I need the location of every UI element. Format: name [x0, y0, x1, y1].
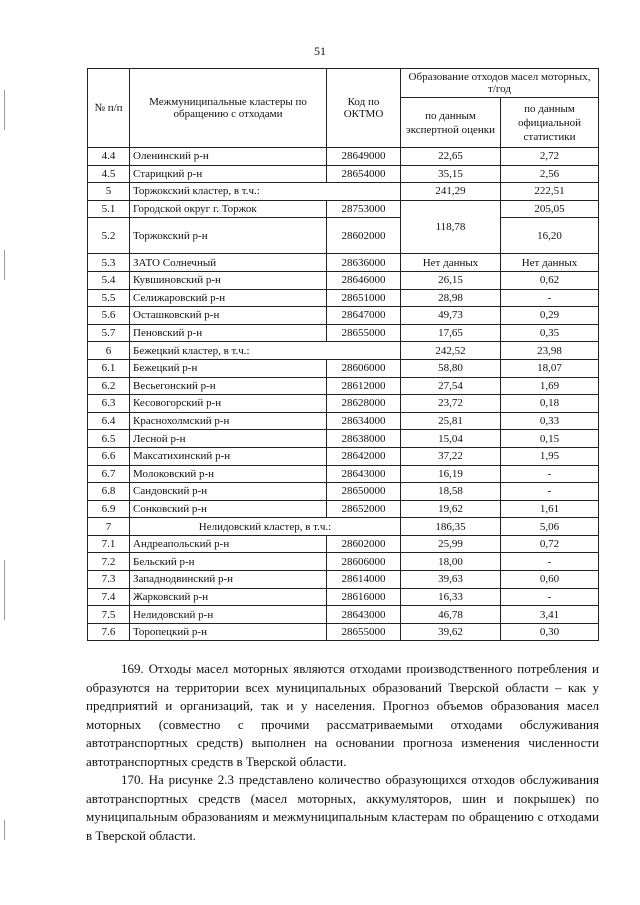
row-oktmo: 28643000: [327, 606, 401, 624]
paragraph-169: 169. Отходы масел моторных являются отходами производственного потребления и образуются на территории всех муниципальных образований Тверской области – как у предприятий и организаций, так и у населения. Прогноз объемов образования масел моторных (совместно с прочими рассматриваемыми отходами обслуживания автотранспортных средств) выполнен на основании прогноза изменения численности автотранспортных средств в Тверской области.: [86, 661, 599, 769]
row-oktmo: 28634000: [327, 412, 401, 430]
row-official: 1,95: [501, 447, 599, 465]
row-num: 7.3: [88, 571, 130, 589]
row-num: 5.2: [88, 218, 130, 254]
row-name: Бежецкий р-н: [130, 359, 327, 377]
row-official: -: [501, 289, 599, 307]
scan-edge-mark: [4, 250, 5, 280]
row-oktmo: 28652000: [327, 500, 401, 518]
row-num: 6.6: [88, 447, 130, 465]
row-oktmo: 28606000: [327, 553, 401, 571]
table-row: [88, 623, 599, 641]
table-row: [88, 254, 599, 272]
row-name: Лесной р-н: [130, 430, 327, 448]
row-official: 1,69: [501, 377, 599, 395]
table-row: [88, 289, 599, 307]
row-expert: 49,73: [401, 307, 501, 325]
row-official: 2,56: [501, 165, 599, 183]
row-num: 6.7: [88, 465, 130, 483]
table-row: [88, 606, 599, 624]
row-expert: 186,35: [401, 518, 501, 536]
row-name: Торжокский р-н: [130, 218, 327, 254]
row-name: Жарковский р-н: [130, 588, 327, 606]
scan-edge-mark: [4, 820, 5, 840]
table-row: [88, 200, 599, 218]
row-num: 6.9: [88, 500, 130, 518]
row-expert: 39,62: [401, 623, 501, 641]
row-oktmo: 28612000: [327, 377, 401, 395]
row-official: 222,51: [501, 183, 599, 201]
row-oktmo: 28638000: [327, 430, 401, 448]
row-name: Максатихинский р-н: [130, 447, 327, 465]
row-expert: Нет данных: [401, 254, 501, 272]
row-num: 6.1: [88, 359, 130, 377]
table-row: [88, 500, 599, 518]
row-num: 7.4: [88, 588, 130, 606]
row-expert: 242,52: [401, 342, 501, 360]
row-official: 18,07: [501, 359, 599, 377]
page-number: 51: [314, 44, 326, 58]
row-name: Весьегонский р-н: [130, 377, 327, 395]
row-expert: 18,58: [401, 483, 501, 501]
row-expert: 26,15: [401, 271, 501, 289]
row-num: 4.5: [88, 165, 130, 183]
row-official: 0,29: [501, 307, 599, 325]
row-num: 6.8: [88, 483, 130, 501]
table-row: [88, 377, 599, 395]
row-num: 7: [88, 518, 130, 536]
row-official: 0,60: [501, 571, 599, 589]
row-name: Оленинский р-н: [130, 148, 327, 166]
table-row: [88, 324, 599, 342]
row-name: Пеновский р-н: [130, 324, 327, 342]
row-name: Сандовский р-н: [130, 483, 327, 501]
row-expert: 19,62: [401, 500, 501, 518]
row-oktmo: 28753000: [327, 200, 401, 218]
row-name: Бежецкий кластер, в т.ч.:: [130, 342, 401, 360]
table-row-cluster: [88, 342, 599, 360]
row-name: Торжокский кластер, в т.ч.:: [130, 183, 401, 201]
row-num: 5.4: [88, 271, 130, 289]
paragraph-170: 170. На рисунке 2.3 представлено количество образующихся отходов обслуживания автотранспортных средств (масел моторных, аккумуляторов, шин и покрышек) по муниципальным образованиям и межмуниципальным кластерам по обращению с отходами в Тверской области.: [86, 772, 599, 843]
row-official: -: [501, 553, 599, 571]
row-name: Осташковский р-н: [130, 307, 327, 325]
row-num: 6.4: [88, 412, 130, 430]
row-expert: 22,65: [401, 148, 501, 166]
row-name: Молоковский р-н: [130, 465, 327, 483]
row-num: 6.3: [88, 395, 130, 413]
row-name: Нелидовский р-н: [130, 606, 327, 624]
row-official: 3,41: [501, 606, 599, 624]
row-name: Андреапольский р-н: [130, 535, 327, 553]
table-row: [88, 571, 599, 589]
row-name: Селижаровский р-н: [130, 289, 327, 307]
row-num: 6: [88, 342, 130, 360]
row-official: 23,98: [501, 342, 599, 360]
row-oktmo: 28650000: [327, 483, 401, 501]
row-official: 2,72: [501, 148, 599, 166]
row-expert: 17,65: [401, 324, 501, 342]
row-official: 5,06: [501, 518, 599, 536]
row-oktmo: 28643000: [327, 465, 401, 483]
table-row-cluster: [88, 183, 599, 201]
row-expert: 35,15: [401, 165, 501, 183]
row-expert: 25,99: [401, 535, 501, 553]
row-official: 0,72: [501, 535, 599, 553]
table-row: [88, 395, 599, 413]
table-row: [88, 307, 599, 325]
row-oktmo: 28642000: [327, 447, 401, 465]
header-formation: Образование отходов масел моторных, т/год: [401, 69, 599, 98]
row-official: 0,18: [501, 395, 599, 413]
table-row: [88, 465, 599, 483]
table-row-cluster: [88, 518, 599, 536]
row-name: Городской округ г. Торжок: [130, 200, 327, 218]
row-oktmo: 28636000: [327, 254, 401, 272]
row-oktmo: 28614000: [327, 571, 401, 589]
row-name: Кувшиновский р-н: [130, 271, 327, 289]
scan-edge-mark: [4, 560, 5, 620]
body-text: [86, 660, 599, 845]
row-num: 7.6: [88, 623, 130, 641]
row-official: 0,15: [501, 430, 599, 448]
row-name: ЗАТО Солнечный: [130, 254, 327, 272]
table-row: [88, 412, 599, 430]
row-expert: 15,04: [401, 430, 501, 448]
row-expert: 25,81: [401, 412, 501, 430]
row-name: Старицкий р-н: [130, 165, 327, 183]
row-name: Торопецкий р-н: [130, 623, 327, 641]
row-num: 5.7: [88, 324, 130, 342]
row-official: 1,61: [501, 500, 599, 518]
row-official: -: [501, 483, 599, 501]
table-row: [88, 588, 599, 606]
row-official: -: [501, 465, 599, 483]
row-expert: 58,80: [401, 359, 501, 377]
row-official: -: [501, 588, 599, 606]
row-num: 7.1: [88, 535, 130, 553]
row-official: 0,35: [501, 324, 599, 342]
oil-waste-table: [87, 68, 599, 641]
row-oktmo: 28651000: [327, 289, 401, 307]
table-row: [88, 359, 599, 377]
row-oktmo: 28646000: [327, 271, 401, 289]
row-expert: 18,00: [401, 553, 501, 571]
row-name: Западнодвинский р-н: [130, 571, 327, 589]
row-official: 0,30: [501, 623, 599, 641]
row-name: Краснохолмский р-н: [130, 412, 327, 430]
row-oktmo: 28647000: [327, 307, 401, 325]
row-oktmo: 28616000: [327, 588, 401, 606]
row-expert: 39,63: [401, 571, 501, 589]
row-expert: 16,19: [401, 465, 501, 483]
table-row: [88, 535, 599, 553]
row-expert-merged: 118,78: [401, 200, 501, 254]
table-row: [88, 148, 599, 166]
row-num: 7.5: [88, 606, 130, 624]
row-oktmo: 28628000: [327, 395, 401, 413]
row-oktmo: 28649000: [327, 148, 401, 166]
row-num: 6.5: [88, 430, 130, 448]
row-official: 0,62: [501, 271, 599, 289]
row-expert: 46,78: [401, 606, 501, 624]
row-expert: 23,72: [401, 395, 501, 413]
table-row: [88, 553, 599, 571]
row-expert: 241,29: [401, 183, 501, 201]
row-oktmo: 28602000: [327, 218, 401, 254]
row-oktmo: 28602000: [327, 535, 401, 553]
row-expert: 28,98: [401, 289, 501, 307]
row-oktmo: 28655000: [327, 623, 401, 641]
row-num: 5.1: [88, 200, 130, 218]
row-expert: 16,33: [401, 588, 501, 606]
row-oktmo: 28655000: [327, 324, 401, 342]
table-row: [88, 483, 599, 501]
row-name: Нелидовский кластер, в т.ч.:: [130, 518, 401, 536]
row-num: 4.4: [88, 148, 130, 166]
row-num: 5: [88, 183, 130, 201]
table-row: [88, 271, 599, 289]
row-expert: 27,54: [401, 377, 501, 395]
scan-edge-mark: [4, 90, 5, 130]
header-oktmo: Код по ОКТМО: [327, 69, 401, 148]
row-num: 7.2: [88, 553, 130, 571]
row-oktmo: 28606000: [327, 359, 401, 377]
row-oktmo: 28654000: [327, 165, 401, 183]
row-official: Нет данных: [501, 254, 599, 272]
row-name: Бельский р-н: [130, 553, 327, 571]
row-name: Сонковский р-н: [130, 500, 327, 518]
row-num: 6.2: [88, 377, 130, 395]
header-official: по данным официальной статистики: [501, 98, 599, 148]
header-cluster: Межмуниципальные кластеры по обращению с отходами: [130, 69, 327, 148]
table-row: [88, 165, 599, 183]
header-expert: по данным экспертной оценки: [401, 98, 501, 148]
row-num: 5.5: [88, 289, 130, 307]
row-num: 5.3: [88, 254, 130, 272]
row-num: 5.6: [88, 307, 130, 325]
row-expert: 37,22: [401, 447, 501, 465]
table-row: [88, 447, 599, 465]
row-official: 205,05: [501, 200, 599, 218]
row-official: 16,20: [501, 218, 599, 254]
table-row: [88, 218, 599, 254]
header-num: № п/п: [88, 69, 130, 148]
row-name: Кесовогорский р-н: [130, 395, 327, 413]
row-official: 0,33: [501, 412, 599, 430]
table-row: [88, 430, 599, 448]
